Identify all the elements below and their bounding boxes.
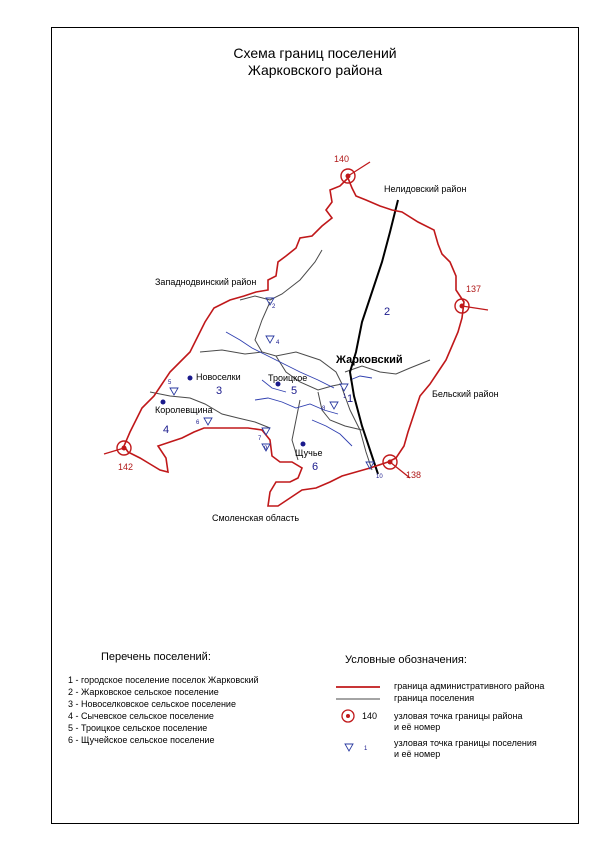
- district-node-142: [104, 441, 133, 472]
- village-shchuche-dot: [301, 442, 306, 447]
- village-korolevshchina-dot: [161, 400, 166, 405]
- rivers: [226, 332, 372, 446]
- legend-settlement-node-text-1: узловая точка границы поселения: [394, 738, 537, 748]
- svg-text:138: 138: [406, 470, 422, 480]
- legend-settlement-border-text: граница поселения: [394, 693, 475, 703]
- legend-district-node-text-2: и её номер: [394, 722, 441, 732]
- settlements-list: [68, 674, 259, 746]
- label-zharkovsky: Жарковский: [336, 354, 403, 366]
- node-label-6: 6: [196, 420, 200, 426]
- list-item: 2 - Жарковское сельское поселение: [68, 687, 219, 697]
- settlement-number-2: 2: [384, 306, 391, 318]
- label-belsky-district: Бельский район: [432, 389, 499, 399]
- settlement-nodes: [170, 298, 374, 469]
- legend-district-node-icon: [342, 710, 354, 722]
- legend-heading: Условные обозначения:: [345, 654, 467, 666]
- settlement-number-1: 1: [347, 393, 354, 405]
- district-node-138: [383, 455, 421, 480]
- settlement-node-5: [170, 388, 178, 395]
- railway: [350, 200, 398, 474]
- district-node-137: [455, 284, 488, 313]
- list-item: 5 - Троицкое сельское поселение: [68, 723, 208, 733]
- svg-text:142: 142: [118, 462, 134, 472]
- node-label-9: 9: [264, 446, 268, 452]
- map-title-line1: Схема границ поселений: [233, 45, 397, 61]
- settlement-number-5: 5: [291, 385, 298, 397]
- label-smolensk-region: Смоленская область: [212, 513, 300, 523]
- legend-node-number-140: 140: [362, 711, 378, 721]
- node-label-7: 7: [258, 436, 262, 442]
- label-korolevshchina: Королевщина: [155, 405, 213, 415]
- label-nelidovo-district: Нелидовский район: [384, 184, 467, 194]
- list-item: 4 - Сычевское сельское поселение: [68, 711, 214, 721]
- legend-district-border-text: граница административного района: [394, 681, 545, 691]
- settlement-node-6: [204, 418, 212, 425]
- label-novoselki: Новоселки: [196, 372, 241, 382]
- settlements-list-heading: Перечень поселений:: [101, 651, 211, 663]
- settlement-number-3: 3: [216, 385, 223, 397]
- settlement-node-8: [330, 402, 338, 409]
- node-label-8: 8: [322, 406, 326, 412]
- map-title-line2: Жарковского района: [247, 62, 383, 78]
- list-item: 3 - Новоселковское сельское поселение: [68, 699, 236, 709]
- settlement-number-6: 6: [312, 461, 319, 473]
- legend-node-number-1: 1: [364, 746, 368, 752]
- node-label-10: 10: [376, 474, 383, 480]
- village-novoselki-dot: [188, 376, 193, 381]
- legend-settlement-node-text-2: и её номер: [394, 749, 441, 759]
- settlement-node-1: [340, 384, 348, 391]
- list-item: 1 - городское поселение поселок Жарковский: [68, 675, 259, 685]
- node-label-4: 4: [276, 340, 280, 346]
- settlement-number-4: 4: [163, 424, 170, 436]
- legend-district-node-text-1: узловая точка границы района: [394, 711, 523, 721]
- node-label-5: 5: [168, 380, 172, 386]
- legend-settlement-node-icon: [345, 744, 353, 751]
- svg-text:137: 137: [466, 284, 482, 294]
- svg-text:140: 140: [334, 154, 350, 164]
- node-label-2: 2: [272, 304, 276, 310]
- label-troitskoe: Троицкое: [268, 373, 308, 383]
- label-zapadnodvinsky-district: Западнодвинский район: [155, 277, 257, 287]
- settlement-node-4: [266, 336, 274, 343]
- list-item: 6 - Щучейское сельское поселение: [68, 735, 215, 745]
- label-shchuche: Щучье: [295, 448, 323, 458]
- district-node-140: [334, 154, 370, 183]
- node-label-1: 1: [343, 394, 347, 400]
